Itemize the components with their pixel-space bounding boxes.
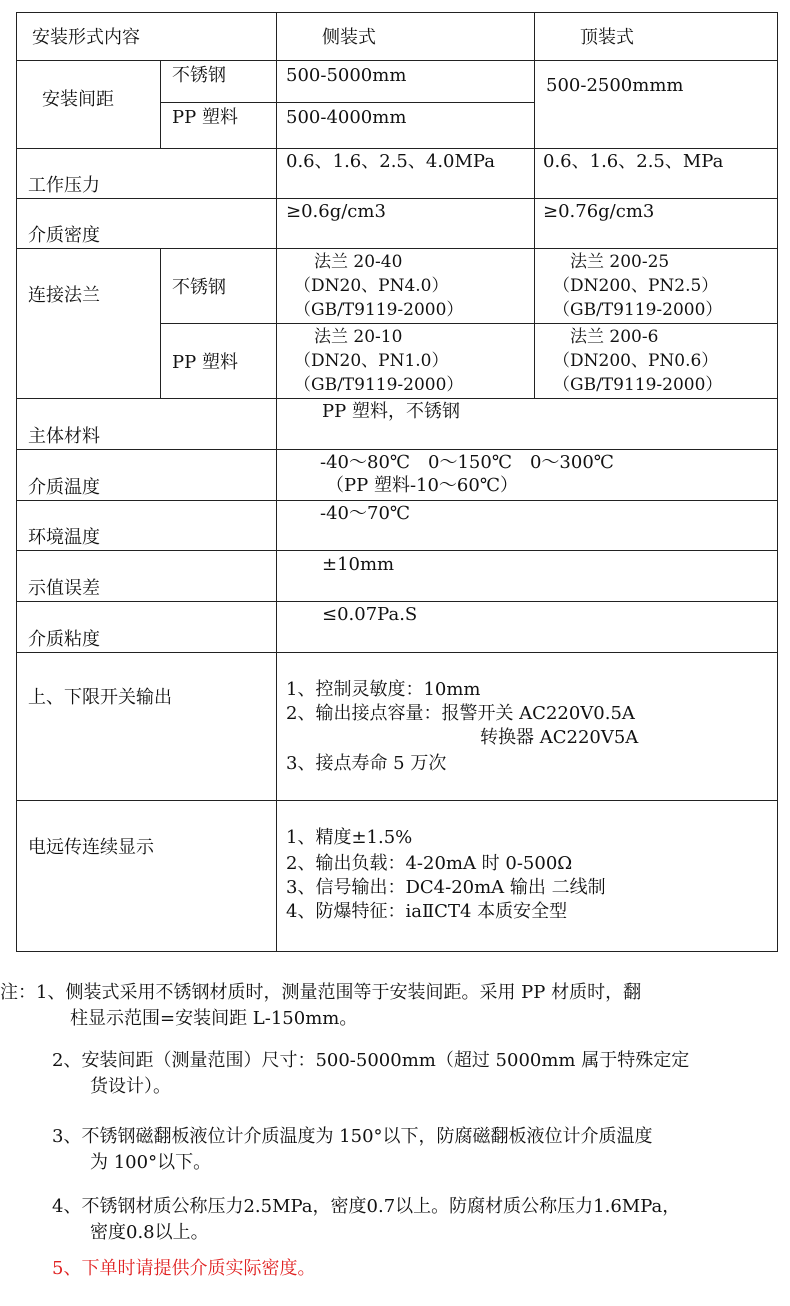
note-1-line-1: 注：1、侧装式采用不锈钢材质时，测量范围等于安装间距。采用 PP 材质时，翻 [0, 982, 642, 1003]
row-label-medium-temp: 介质温度 [28, 477, 100, 498]
row-divider [160, 323, 778, 324]
note-3-line-2: 为 100°以下。 [90, 1152, 212, 1173]
row-label-remote: 电远传连续显示 [28, 837, 154, 858]
material-value: PP 塑料，不锈钢 [322, 401, 460, 422]
row-divider [16, 198, 778, 199]
spec-table [16, 12, 778, 952]
switch-line-1: 1、控制灵敏度：10mm [286, 679, 481, 700]
flange-top-stainless-1: 法兰 200-25 [570, 252, 670, 272]
pressure-side: 0.6、1.6、2.5、4.0MPa [286, 151, 495, 172]
row-divider [16, 248, 778, 249]
pressure-top: 0.6、1.6、2.5、MPa [543, 151, 724, 172]
spacing-top: 500-2500mmm [546, 75, 684, 96]
note-5: 5、下单时请提供介质实际密度。 [52, 1258, 316, 1279]
col-divider [276, 12, 277, 952]
header-side-mount: 侧装式 [322, 27, 376, 48]
density-side: ≥0.6g/cm3 [286, 201, 386, 222]
viscosity-value: ≤0.07Pa.S [322, 604, 418, 625]
note-2-line-1: 2、安装间距（测量范围）尺寸：500-5000mm（超过 5000mm 属于特殊定定 [52, 1050, 690, 1071]
remote-line-3: 3、信号输出：DC4-20mA 输出 二线制 [286, 877, 606, 898]
row-divider [160, 102, 535, 103]
note-4-line-2: 密度0.8以上。 [90, 1222, 209, 1243]
row-divider [16, 148, 778, 149]
density-top: ≥0.76g/cm3 [543, 201, 655, 222]
row-divider [16, 800, 778, 801]
ambient-temp-value: -40～70℃ [320, 503, 411, 524]
row-label-error: 示值误差 [28, 578, 100, 599]
flange-side-pp-2: （DN20、PN1.0） [294, 351, 449, 371]
medium-temp-line2: （PP 塑料-10～60℃） [326, 475, 518, 496]
error-value: ±10mm [322, 554, 395, 575]
header-content-type: 安装形式内容 [32, 27, 140, 48]
flange-top-stainless-3: （GB/T9119-2000） [553, 300, 723, 320]
header-top-mount: 顶装式 [580, 27, 634, 48]
row-divider [16, 550, 778, 551]
flange-top-pp-1: 法兰 200-6 [570, 327, 659, 347]
flange-top-pp-2: （DN200、PN0.6） [553, 351, 719, 371]
flange-top-stainless-2: （DN200、PN2.5） [553, 276, 719, 296]
table-border-right [777, 12, 778, 952]
row-label-ambient-temp: 环境温度 [28, 527, 100, 548]
switch-line-2: 2、输出接点容量：报警开关 AC220V0.5A [286, 703, 635, 724]
row-divider [16, 601, 778, 602]
sub-label-pp: PP 塑料 [172, 107, 238, 128]
remote-line-1: 1、精度±1.5% [286, 827, 413, 848]
flange-side-pp-3: （GB/T9119-2000） [294, 375, 464, 395]
row-divider [16, 398, 778, 399]
remote-line-4: 4、防爆特征：iaⅡCT4 本质安全型 [286, 901, 568, 922]
flange-side-stainless-1: 法兰 20-40 [314, 252, 403, 272]
flange-side-pp-1: 法兰 20-10 [314, 327, 403, 347]
row-divider [16, 60, 778, 61]
row-divider [16, 500, 778, 501]
col-divider [534, 12, 535, 398]
row-label-viscosity: 介质粘度 [28, 629, 100, 650]
row-label-density: 介质密度 [28, 225, 100, 246]
row-label-spacing: 安装间距 [42, 89, 114, 110]
table-border-bottom [16, 951, 778, 952]
spacing-side-pp: 500-4000mm [286, 107, 407, 128]
note-1-line-2: 柱显示范围=安装间距 L-150mm。 [70, 1008, 358, 1029]
table-border-left [16, 12, 17, 952]
row-divider [16, 449, 778, 450]
switch-line-4: 3、接点寿命 5 万次 [286, 753, 447, 774]
sub-label-pp: PP 塑料 [172, 352, 238, 373]
col-divider [160, 248, 161, 398]
switch-line-3: 转换器 AC220V5A [480, 727, 639, 748]
flange-side-stainless-3: （GB/T9119-2000） [294, 300, 464, 320]
medium-temp-line1: -40～80℃ 0～150℃ 0～300℃ [320, 452, 614, 473]
sub-label-stainless: 不锈钢 [172, 65, 226, 86]
flange-top-pp-3: （GB/T9119-2000） [553, 375, 723, 395]
row-divider [16, 652, 778, 653]
row-label-pressure: 工作压力 [28, 175, 100, 196]
note-2-line-2: 货设计）。 [90, 1076, 171, 1097]
row-label-material: 主体材料 [28, 426, 100, 447]
col-divider [160, 60, 161, 148]
flange-side-stainless-2: （DN20、PN4.0） [294, 276, 449, 296]
table-border-top [16, 12, 778, 13]
note-3-line-1: 3、不锈钢磁翻板液位计介质温度为 150°以下，防腐磁翻板液位计介质温度 [52, 1126, 653, 1147]
spacing-side-stainless: 500-5000mm [286, 65, 407, 86]
note-4-line-1: 4、不锈钢材质公称压力2.5MPa，密度0.7以上。防腐材质公称压力1.6MPa， [52, 1196, 681, 1217]
row-label-flange: 连接法兰 [28, 285, 100, 306]
remote-line-2: 2、输出负载：4-20mA 时 0-500Ω [286, 853, 573, 874]
sub-label-stainless: 不锈钢 [172, 277, 226, 298]
row-label-switch: 上、下限开关输出 [28, 687, 172, 708]
